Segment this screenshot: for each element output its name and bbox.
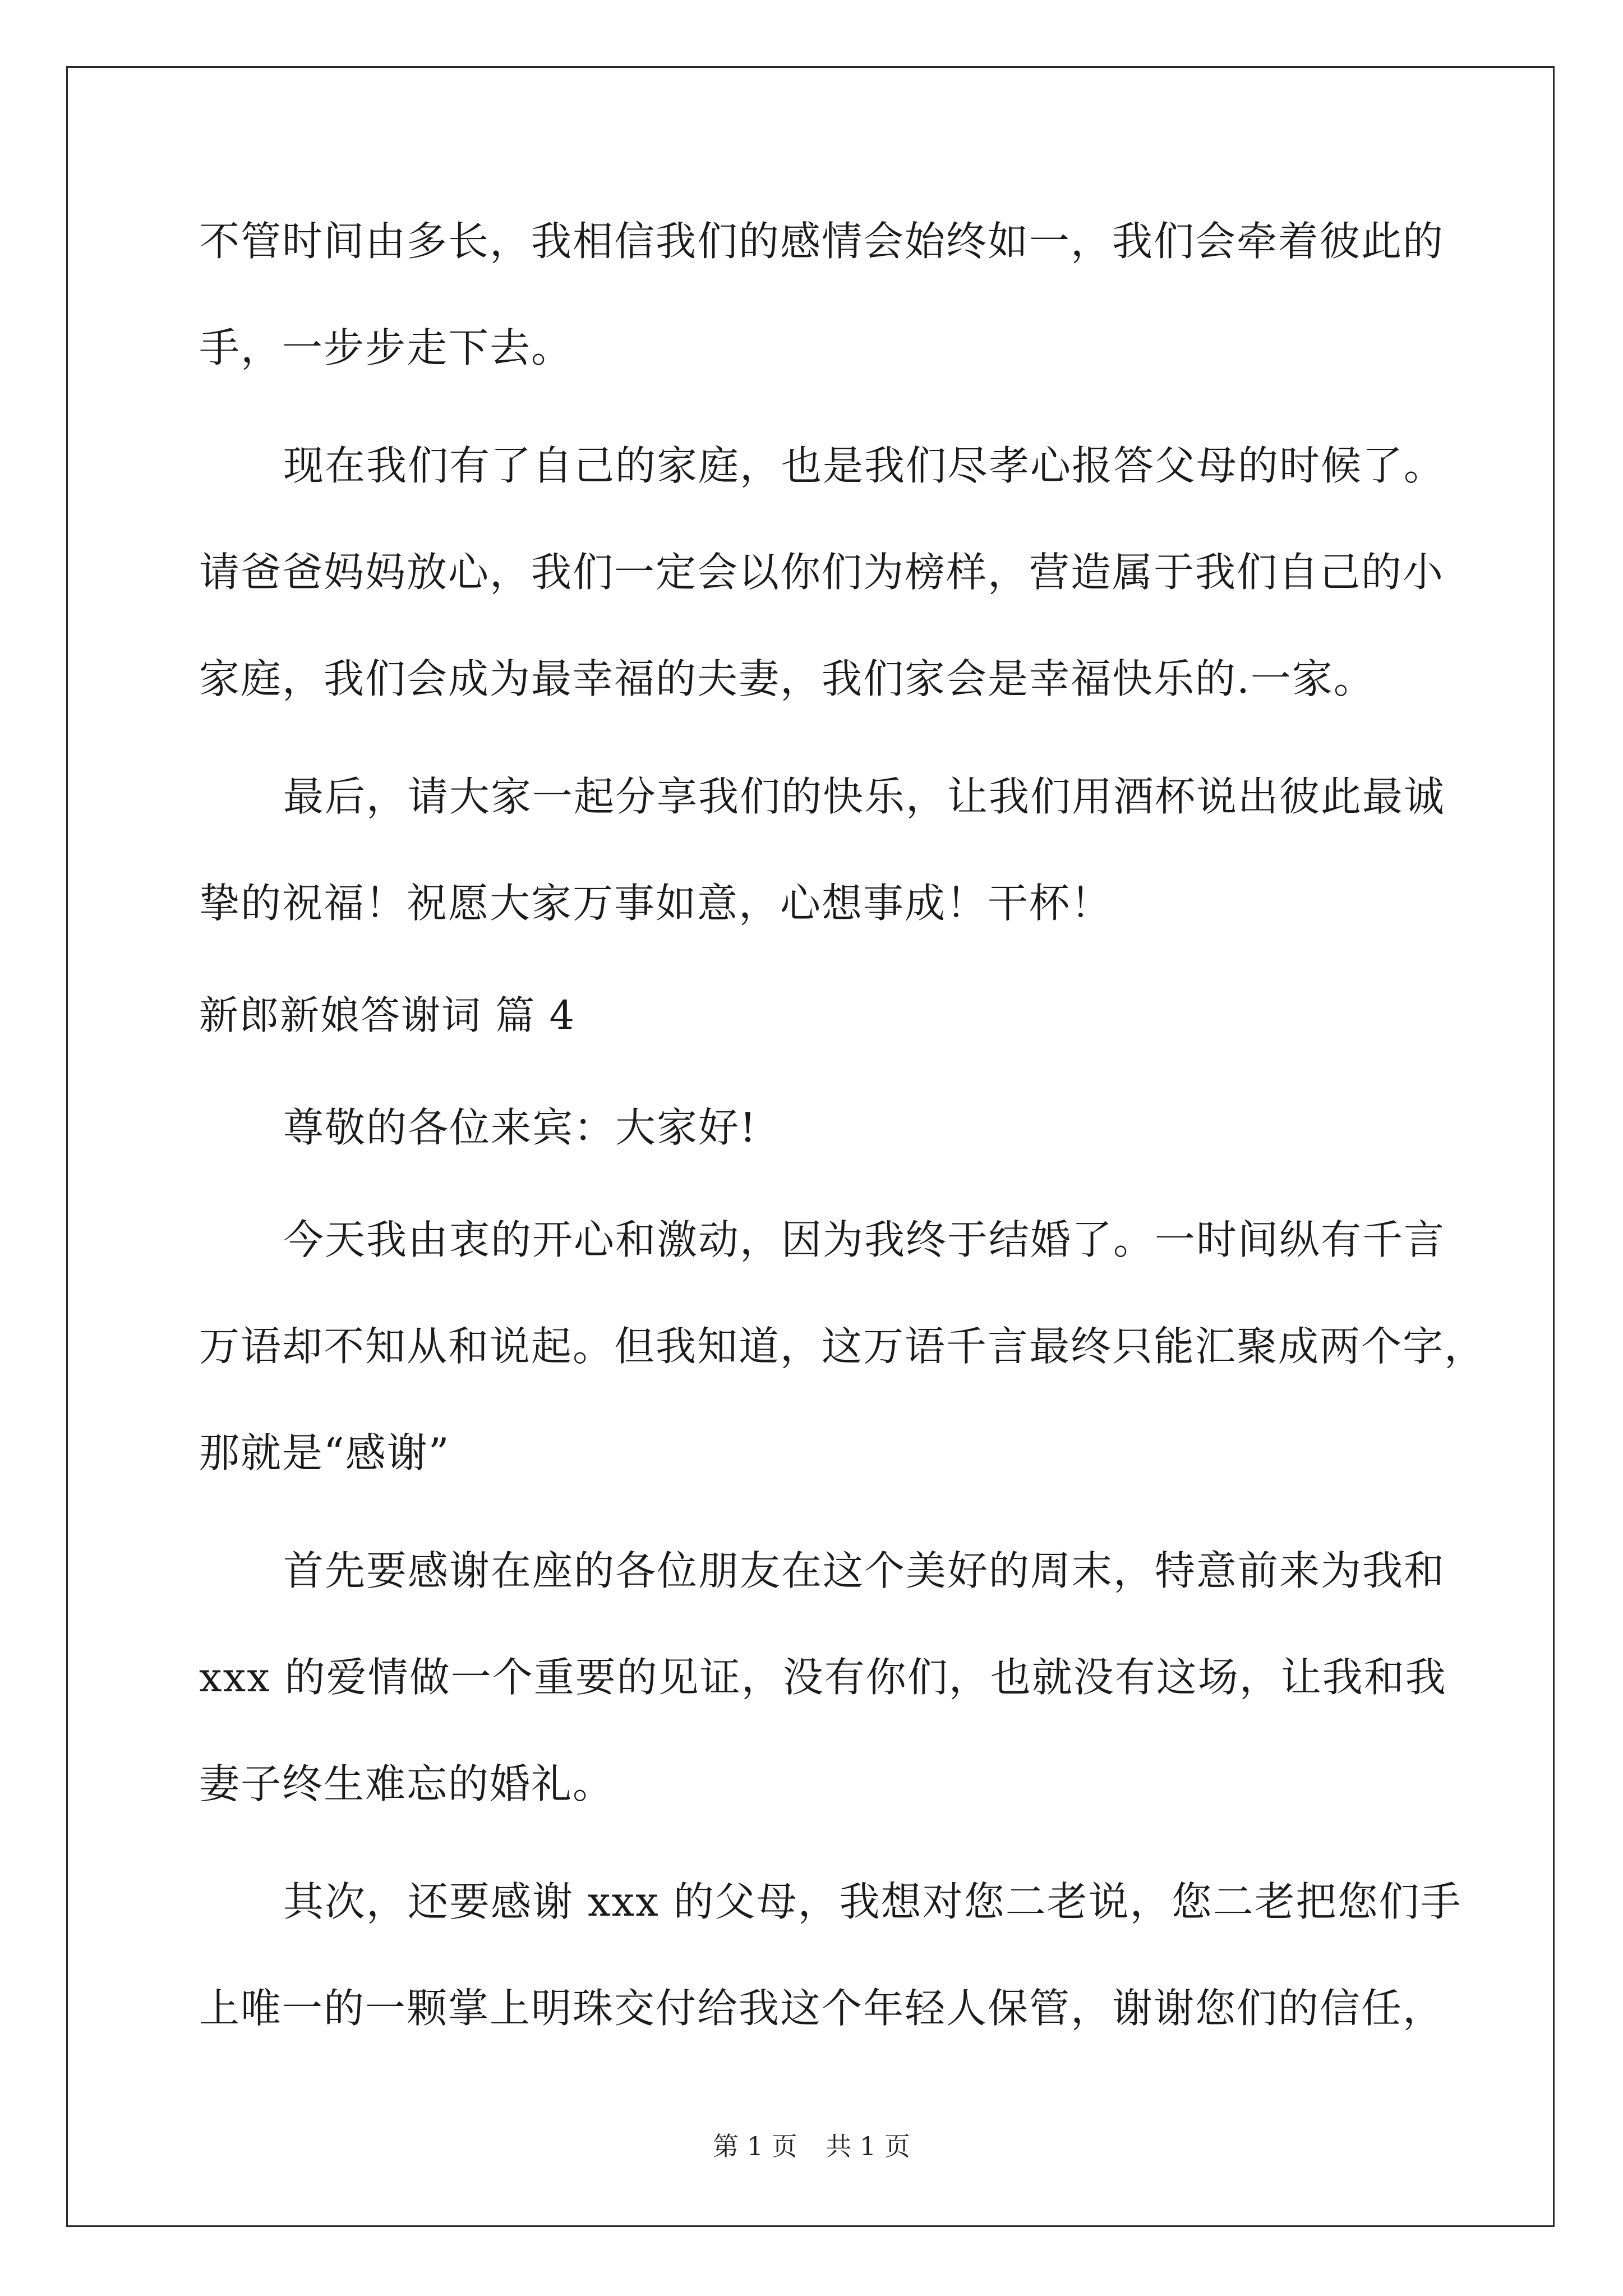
page-total: 共 1 页 <box>826 2131 910 2161</box>
greeting-line: 尊敬的各位来宾：大家好! <box>283 1104 757 1151</box>
text-line: 手，一步步走下去。 <box>199 324 573 371</box>
text-line: 家庭，我们会成为最幸福的夫妻，我们家会是幸福快乐的.一家。 <box>199 655 1375 702</box>
text-line: 那就是“感谢” <box>199 1429 450 1476</box>
section-heading: 新郎新娘答谢词 篇 4 <box>199 992 576 1038</box>
text-line: 妻子终生难忘的婚礼。 <box>199 1760 615 1807</box>
text-line: 挚的祝福！祝愿大家万事如意，心想事成！干杯！ <box>199 880 1113 927</box>
paragraph-start: 现在我们有了自己的家庭，也是我们尽孝心报答父母的时候了。 <box>283 442 1446 489</box>
paragraph-start: 今天我由衷的开心和激动，因为我终于结婚了。一时间纵有千言 <box>283 1216 1446 1263</box>
text-line: 上唯一的一颗掌上明珠交付给我这个年轻人保管，谢谢您们的信任， <box>199 1985 1445 2032</box>
paragraph-start: 最后，请大家一起分享我们的快乐，让我们用酒杯说出彼此最诚 <box>283 773 1446 820</box>
page-footer <box>0 2126 1623 2163</box>
page-number: 第 1 页 <box>713 2131 797 2161</box>
paragraph-start: 其次，还要感谢 xxx 的父母，我想对您二老说，您二老把您们手 <box>283 1878 1462 1925</box>
text-line: 不管时间由多长，我相信我们的感情会始终如一，我们会牵着彼此的 <box>199 218 1445 265</box>
text-line: 请爸爸妈妈放心，我们一定会以你们为榜样，营造属于我们自己的小 <box>199 549 1445 596</box>
text-line: 万语却不知从和说起。但我知道，这万语千言最终只能汇聚成两个字， <box>199 1323 1486 1370</box>
paragraph-start: 首先要感谢在座的各位朋友在这个美好的周末，特意前来为我和 <box>283 1547 1446 1594</box>
text-line: xxx 的爱情做一个重要的见证，没有你们，也就没有这场，让我和我 <box>199 1654 1447 1701</box>
